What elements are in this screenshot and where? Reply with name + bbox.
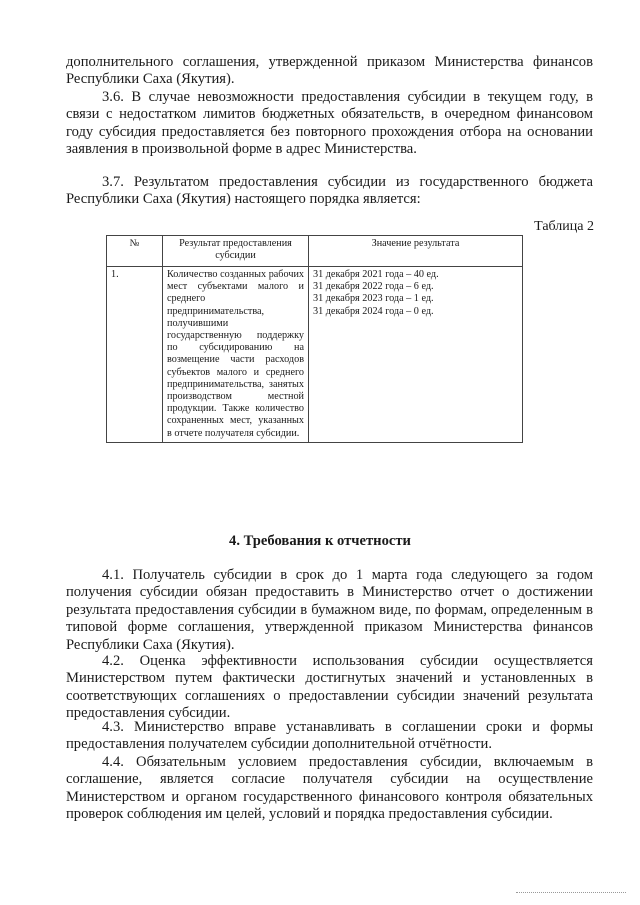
header-value: Значение результата <box>309 236 523 267</box>
paragraph-4-1: 4.1. Получатель субсидии в срок до 1 марта года следующего за годом получения субсидии обязан предоставить в Министерство отчет о достижении результата предоставления субсидии в бумажном виде, по формам, определенным в типовой форме соглашения, утвержденной приказом Министерства финансов Республики Саха (Якутия). <box>66 567 593 653</box>
paragraph-4-2: 4.2. Оценка эффективности использования субсидии осуществляется Министерством путем фактически достигнутых значений и установленных в соответствующих соглашениях о предоставлении субсидии значений результата предоставления субсидии. <box>66 653 593 722</box>
value-2022: 31 декабря 2022 года – 6 ед. <box>313 281 434 293</box>
paragraph-4-4: 4.4. Обязательным условием предоставления субсидии, включаемым в соглашение, является согласие получателя субсидии на осуществление Министерством и органом государственного финансового контроля обязательных проверок соблюдения им целей, условий и порядка предоставления субсидии. <box>66 754 593 823</box>
header-number: № <box>107 236 163 267</box>
row-number: 1. <box>107 267 163 443</box>
row-values <box>309 267 523 443</box>
paragraph-4-3: 4.3. Министерство вправе устанавливать в соглашении сроки и формы предоставления получателем субсидии дополнительной отчётности. <box>66 719 593 753</box>
table-row <box>107 267 523 443</box>
table-header-row <box>107 236 523 267</box>
results-table <box>106 235 523 443</box>
table-caption: Таблица 2 <box>534 219 594 234</box>
header-result: Результат предоставления субсидии <box>163 236 309 267</box>
value-2021: 31 декабря 2021 года – 40 ед. <box>313 269 439 280</box>
page-edge-mark <box>516 892 626 893</box>
paragraph-3-6: 3.6. В случае невозможности предоставления субсидии в текущем году, в связи с недостатком лимитов бюджетных обязательств, в очередном финансовом году субсидия предоставляется без повторного прохождения отбора на основании заявления в произвольной форме в адрес Министерства. <box>66 89 593 158</box>
value-2023: 31 декабря 2023 года – 1 ед. <box>313 293 434 305</box>
paragraph-continuation: дополнительного соглашения, утвержденной приказом Министерства финансов Республики Саха (Якутия). <box>66 54 593 88</box>
value-2024: 31 декабря 2024 года – 0 ед. <box>313 305 434 317</box>
paragraph-3-7: 3.7. Результатом предоставления субсидии из государственного бюджета Республики Саха (Якутия) настоящего порядка является: <box>66 174 593 208</box>
section-title: 4. Требования к отчетности <box>229 533 411 549</box>
row-description: Количество созданных рабочих мест субъектами малого и среднего предпринимательства, получившими государственную поддержку по субсидированию на возмещение части расходов субъектов малого и среднего предпринимательства, занятых производством местной продукции. Также количество сохраненных мест, указанных в отчете получателя субсидии. <box>163 267 309 443</box>
